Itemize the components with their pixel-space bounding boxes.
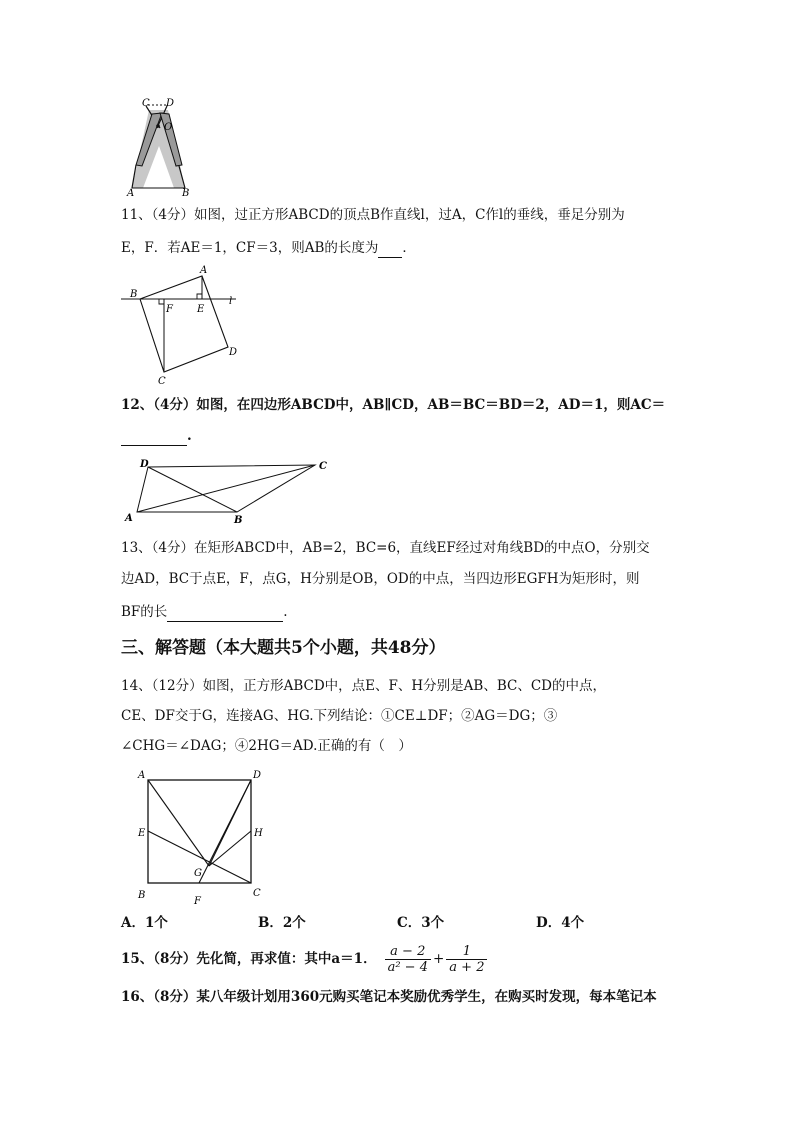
q11-label-f: F bbox=[166, 304, 173, 315]
q15-fraction-1-denominator: a² − 4 bbox=[387, 959, 428, 975]
q12-label-c: C bbox=[319, 461, 327, 472]
q13-line-3-end: . bbox=[283, 604, 288, 620]
q14-label-g: G bbox=[194, 868, 202, 879]
q11-label-e: E bbox=[197, 304, 205, 315]
q13-line-3 bbox=[121, 603, 288, 622]
q11-figure bbox=[116, 262, 246, 387]
q12-label-a: A bbox=[125, 513, 133, 524]
q12-label-d: D bbox=[140, 459, 149, 470]
q11-label-l: l bbox=[229, 296, 233, 307]
q14-label-a: A bbox=[138, 770, 146, 781]
q14-line-3: ∠CHG＝∠DAG；④2HG＝AD.正确的有（ ） bbox=[121, 738, 412, 754]
q13-answer-blank bbox=[167, 603, 283, 622]
q11-line-2-end: ． bbox=[402, 240, 416, 256]
q11-line-1: 11、（4分）如图，过正方形ABCD的顶点B作直线l，过A，C作l的垂线，垂足分别为 bbox=[121, 207, 625, 223]
q14-option-d: D．4个 bbox=[536, 915, 585, 931]
q15-text: 15、（8分）先化简，再求值：其中a＝1． bbox=[121, 951, 377, 967]
q11-label-c: C bbox=[158, 376, 166, 387]
q14-label-e: E bbox=[138, 828, 146, 839]
q15-fraction-1 bbox=[385, 944, 431, 975]
compass-figure bbox=[122, 96, 197, 198]
q12-figure bbox=[120, 455, 340, 527]
compass-label-c: C bbox=[142, 98, 150, 109]
q15-fraction-1-numerator: a − 2 bbox=[385, 944, 431, 960]
q14-figure bbox=[132, 764, 272, 906]
q15-fraction-2-denominator: a + 2 bbox=[449, 959, 485, 975]
q14-label-d: D bbox=[253, 770, 262, 781]
q14-label-c: C bbox=[253, 888, 261, 899]
q14-option-c: C．3个 bbox=[397, 915, 445, 931]
compass-label-a: A bbox=[127, 188, 135, 198]
q13-line-1: 13、（4分）在矩形ABCD中，AB=2，BC=6，直线EF经过对角线BD的中点O，分别交 bbox=[121, 540, 650, 556]
q11-label-d: D bbox=[229, 347, 238, 358]
q12-label-b: B bbox=[234, 515, 243, 526]
q14-line-1: 14、（12分）如图，正方形ABCD中，点E、F、H分别是AB、BC、CD的中点， bbox=[121, 678, 606, 694]
q16-line-1: 16、（8分）某八年级计划用360元购买笔记本奖励优秀学生，在购买时发现，每本笔记本 bbox=[121, 989, 657, 1005]
q12-line-1: 12、（4分）如图，在四边形ABCD中，AB∥CD，AB＝BC＝BD＝2，AD＝1，则AC＝ bbox=[121, 397, 666, 413]
q11-label-a: A bbox=[200, 265, 208, 276]
q12-line-2-end: . bbox=[187, 428, 192, 444]
q11-answer-blank bbox=[378, 239, 402, 258]
q14-label-f: F bbox=[194, 896, 201, 906]
q13-line-2: 边AD，BC于点E，F，点G，H分别是OB，OD的中点，当四边形EGFH为矩形时，则 bbox=[121, 571, 640, 587]
q14-option-a: A．1个 bbox=[121, 915, 168, 931]
section-3-title: 三、解答题（本大题共5个小题，共48分） bbox=[121, 638, 446, 658]
q12-line-2 bbox=[121, 427, 192, 446]
q11-line-2-text: E，F．若AE＝1，CF＝3，则AB的长度为 bbox=[121, 240, 379, 256]
q14-option-b: B．2个 bbox=[258, 915, 306, 931]
q15-fraction-2 bbox=[446, 944, 487, 975]
q14-label-h: H bbox=[254, 828, 263, 839]
q13-line-3-text: BF的长 bbox=[121, 604, 168, 620]
q11-label-b: B bbox=[130, 289, 138, 300]
q15-fraction-2-numerator: 1 bbox=[446, 944, 487, 960]
q12-answer-blank bbox=[121, 427, 187, 446]
q15-plus: + bbox=[432, 951, 445, 967]
q14-line-2: CE、DF交于G，连接AG、HG.下列结论：①CE⊥DF；②AG＝DG；③ bbox=[121, 708, 558, 724]
q11-line-2 bbox=[121, 239, 416, 258]
q14-label-b: B bbox=[138, 890, 146, 901]
q15-line bbox=[121, 940, 487, 978]
compass-label-d: D bbox=[166, 98, 175, 109]
compass-label-b: B bbox=[182, 188, 190, 198]
compass-label-o: O bbox=[164, 122, 173, 133]
